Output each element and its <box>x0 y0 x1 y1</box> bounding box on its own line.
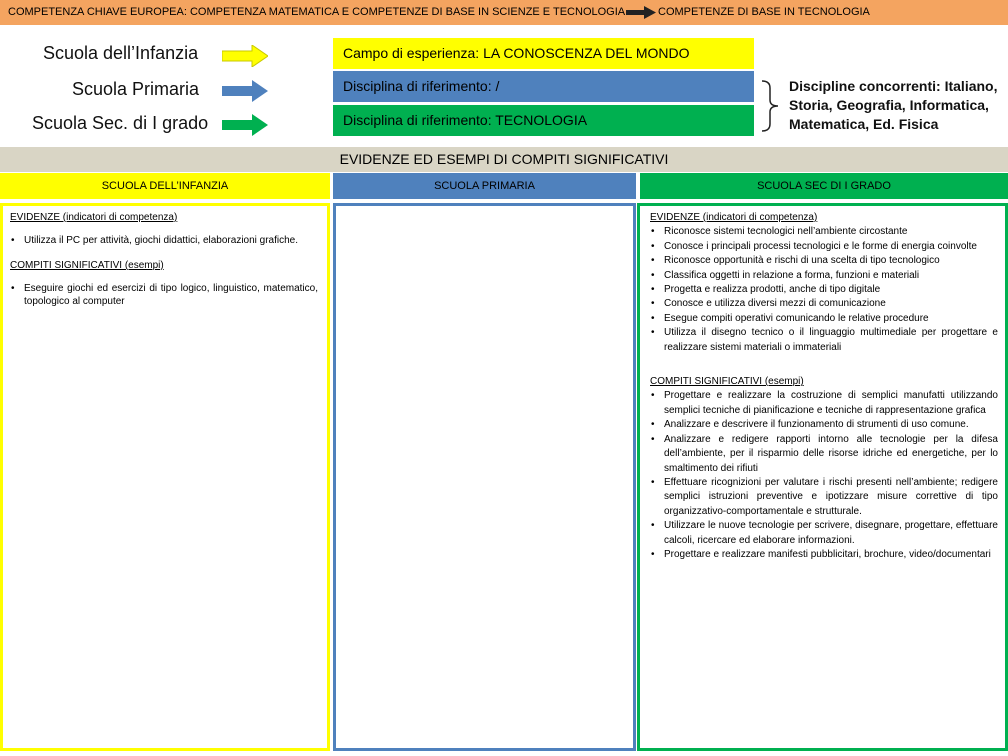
evidenze-title: EVIDENZE (indicatori di competenza) <box>650 212 818 223</box>
column-header-primaria: SCUOLA PRIMARIA <box>333 173 636 199</box>
list-item: • Utilizza il PC per attività, giochi didattici, elaborazioni grafiche. <box>10 234 318 247</box>
compiti-title: COMPITI SIGNIFICATIVI (esempi) <box>10 260 164 271</box>
panel-primaria <box>333 203 636 751</box>
list-item: • Riconosce opportunità e rischi di una scelta di tipo tecnologico <box>650 254 998 268</box>
list-item: • Utilizzare le nuove tecnologie per scrivere, disegnare, progettare, effettuare calcoli, ricercare ed elaborare informazioni. <box>650 519 998 548</box>
list-item: • Conosce e utilizza diversi mezzi di comunicazione <box>650 297 998 311</box>
disciplina-secondaria-bar <box>333 105 754 136</box>
list-item: • Progetta e realizza prodotti, anche di tipo digitale <box>650 283 998 297</box>
list-item: • Esegue compiti operativi comunicando le relative procedure <box>650 312 998 326</box>
list-item: • Progettare e realizzare manifesti pubblicitari, brochure, video/documentari <box>650 548 998 562</box>
campo-esperienza-bar <box>333 38 754 69</box>
list-item: • Analizzare e descrivere il funzionamento di strumenti di uso comune. <box>650 418 998 432</box>
level-secondaria-label: Scuola Sec. di I grado <box>32 113 209 133</box>
evidenze-title: EVIDENZE (indicatori di competenza) <box>10 212 178 223</box>
list-item: • Riconosce sistemi tecnologici nell’ambiente circostante <box>650 225 998 239</box>
brace-icon <box>760 80 782 132</box>
evidenze-list <box>10 234 318 247</box>
disciplina-secondaria-prefix: Disciplina di riferimento: <box>343 112 496 128</box>
disciplina-secondaria-value: TECNOLOGIA <box>495 112 588 128</box>
compiti-list <box>10 282 318 308</box>
list-item: • Eseguire giochi ed esercizi di tipo logico, linguistico, matematico, topologico al computer <box>10 282 318 308</box>
campo-esperienza-value: LA CONOSCENZA DEL MONDO <box>483 45 690 61</box>
evidenze-list <box>650 225 998 355</box>
section-band <box>0 147 1008 172</box>
header-bar <box>0 0 1008 25</box>
disciplina-primaria-bar <box>333 71 754 102</box>
list-item: • Utilizza il disegno tecnico o il linguaggio multimediale per progettare e realizzare sistemi materiali o immateriali <box>650 326 998 355</box>
column-header-secondaria: SCUOLA SEC DI I GRADO <box>640 173 1008 199</box>
column-header-infanzia: SCUOLA DELL’INFANZIA <box>0 173 330 199</box>
level-primaria-label: Scuola Primaria <box>72 79 200 99</box>
campo-esperienza-prefix: Campo di esperienza: <box>343 45 484 61</box>
header-right-text: COMPETENZE DI BASE IN TECNOLOGIA <box>658 6 870 18</box>
arrow-right-icon <box>626 6 656 19</box>
compiti-list <box>650 389 998 562</box>
arrow-right-icon <box>222 114 268 136</box>
list-item: • Effettuare ricognizioni per valutare i rischi presenti nell’ambiente; redigere semplici istruzioni preventive e ipotizzare misure correttive di tipo organizzativo-comportamentale e strutturale. <box>650 476 998 519</box>
compiti-title: COMPITI SIGNIFICATIVI (esempi) <box>650 376 804 388</box>
list-item: • Progettare e realizzare la costruzione di semplici manufatti utilizzando semplici tecniche di pianificazione e tecniche di rappresentazione grafica <box>650 389 998 418</box>
section-title: EVIDENZE ED ESEMPI DI COMPITI SIGNIFICATIVI <box>339 151 669 167</box>
header-left-text: COMPETENZA CHIAVE EUROPEA: COMPETENZA MATEMATICA E COMPETENZE DI BASE IN SCIENZE E TECNOLOGIA <box>8 6 626 18</box>
list-item: • Analizzare e redigere rapporti intorno alle tecnologie per la difesa dell’ambiente, per il risparmio delle risorse idriche ed energetiche, per lo smaltimento dei rifiuti <box>650 433 998 476</box>
arrow-right-icon <box>222 45 268 67</box>
level-infanzia-label: Scuola dell’Infanzia <box>43 43 199 63</box>
discipline-concorrenti: Discipline concorrenti: Italiano, Storia, Geografia, Informatica, Matematica, Ed. Fisica <box>789 78 998 132</box>
arrow-right-icon <box>222 80 268 102</box>
panel-infanzia <box>0 203 330 751</box>
list-item: • Conosce i principali processi tecnologici e le forme di energia coinvolte <box>650 240 998 254</box>
panel-secondaria <box>637 203 1008 751</box>
disciplina-primaria-text: Disciplina di riferimento: / <box>343 78 500 94</box>
list-item: • Classifica oggetti in relazione a forma, funzioni e materiali <box>650 269 998 283</box>
